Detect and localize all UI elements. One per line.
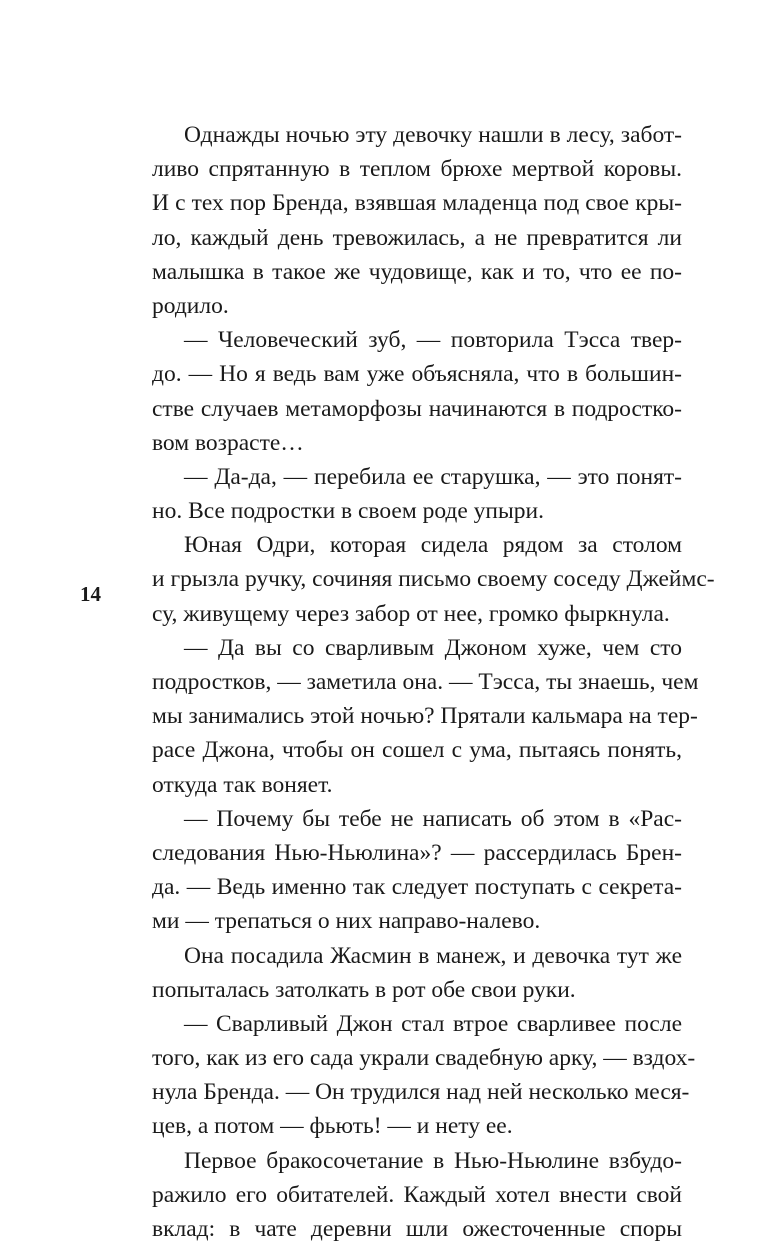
text-line: откуда так воняет.	[152, 771, 333, 798]
text-line: вом возрасте…	[152, 429, 304, 456]
text-line: попыталась затолкать в рот обе свои руки.	[152, 976, 576, 1003]
text-line: да. — Ведь именно так следует поступать с секрета-	[152, 874, 682, 901]
text-line: следования Нью-Ньюлина»? — рассердилась Брен-	[152, 839, 682, 866]
text-line: — Да вы со сварливым Джоном хуже, чем сто	[184, 634, 682, 661]
text-line: подростков, — заметила она. — Тэсса, ты знаешь, чем	[152, 669, 699, 695]
text-line: мы занимались этой ночью? Прятали кальмара на тер-	[152, 703, 698, 730]
text-line: родило.	[152, 292, 229, 319]
text-line: И с тех пор Бренда, взявшая младенца под свое кры-	[152, 190, 682, 217]
text-line: Она посадила Жасмин в манеж, и девочка тут же	[184, 942, 682, 969]
text-line: стве случаев метаморфозы начинаются в подростко-	[152, 395, 682, 422]
text-line: вклад: в чате деревни шли ожесточенные споры	[152, 1216, 682, 1242]
text-line: цев, а потом — фьють! — и нету ее.	[152, 1113, 513, 1140]
text-line: расе Джона, чтобы он сошел с ума, пытаясь понять,	[152, 737, 682, 764]
text-line: Юная Одри, которая сидела рядом за столом	[184, 532, 682, 559]
text-line: ливо спрятанную в теплом брюхе мертвой коровы.	[152, 156, 682, 183]
page-number: 14	[80, 582, 101, 606]
text-line: но. Все подростки в своем роде упыри.	[152, 498, 544, 525]
text-line: Однажды ночью эту девочку нашли в лесу, забот-	[184, 122, 682, 148]
text-line: Первое бракосочетание в Нью-Ньюлине взбудо-	[184, 1147, 682, 1174]
text-line: до. — Но я ведь вам уже объясняла, что в большин-	[152, 361, 682, 388]
text-line: ражило его обитателей. Каждый хотел внести свой	[152, 1181, 682, 1208]
text-line: — Да-да, — перебила ее старушка, — это понят-	[184, 463, 682, 490]
text-line: и грызла ручку, сочиняя письмо своему соседу Джеймс-	[152, 566, 715, 593]
text-line: ми — трепаться о них направо-налево.	[152, 908, 541, 935]
text-line: — Сварливый Джон стал втрое сварливее после	[184, 1010, 682, 1037]
text-line: — Человеческий зуб, — повторила Тэсса твер-	[184, 327, 682, 354]
text-line: нула Бренда. — Он трудился над ней несколько меся-	[152, 1079, 690, 1106]
text-line: малышка в такое же чудовище, как и то, что ее по-	[152, 258, 682, 285]
text-line: ло, каждый день тревожилась, а не превратится ли	[152, 224, 682, 251]
body-text	[152, 118, 715, 1246]
text-line: су, живущему через забор от нее, громко фыркнула.	[152, 600, 670, 627]
text-line: того, как из его сада украли свадебную арку, — вздох-	[152, 1045, 696, 1072]
text-line: — Почему бы тебе не написать об этом в «Рас-	[184, 805, 682, 832]
